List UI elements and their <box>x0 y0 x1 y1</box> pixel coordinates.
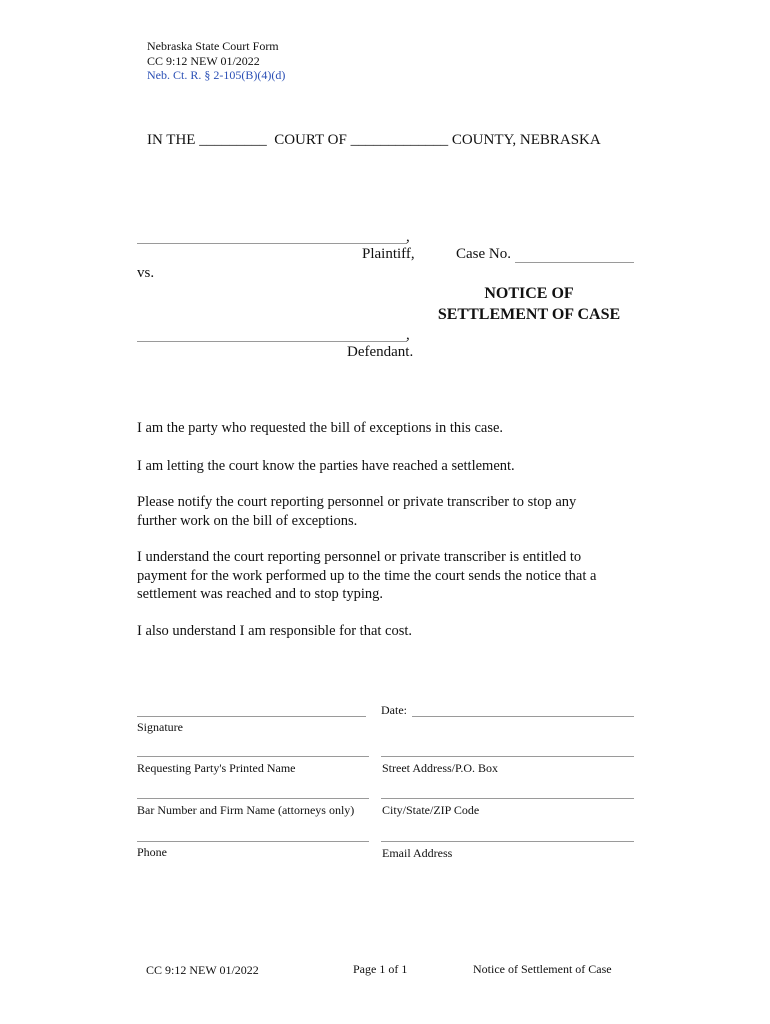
form-header <box>147 39 285 83</box>
date-label: Date: <box>381 703 407 717</box>
city-line[interactable] <box>381 798 634 799</box>
form-code: CC 9:12 NEW 01/2022 <box>147 53 260 68</box>
signature-line[interactable] <box>137 716 366 717</box>
signature-label: Signature <box>137 720 183 734</box>
title-line-1: NOTICE OF <box>484 285 574 302</box>
footer-page-number: Page 1 of 1 <box>353 962 408 976</box>
footer-form-code: CC 9:12 NEW 01/2022 <box>146 963 259 977</box>
printed-name-line[interactable] <box>137 756 369 757</box>
court-type-blank[interactable]: _________ <box>199 132 267 148</box>
bar-firm-line[interactable] <box>137 798 369 799</box>
paragraph-2: I am letting the court know the parties have reached a settlement. <box>137 458 515 474</box>
form-name: Nebraska State Court Form <box>147 39 279 53</box>
defendant-label: Defendant. <box>347 344 414 360</box>
plaintiff-comma: , <box>406 229 410 245</box>
plaintiff-name-line[interactable] <box>137 243 407 244</box>
street-line[interactable] <box>381 756 634 757</box>
email-line[interactable] <box>381 841 634 842</box>
case-no-label: Case No. <box>456 246 511 262</box>
court-of-text: COURT OF <box>274 132 347 148</box>
title-line-2: SETTLEMENT OF CASE <box>437 306 621 323</box>
court-line <box>147 132 601 149</box>
paragraph-3: Please notify the court reporting personnel or private transcriber to stop any further work on the bill of exceptions. <box>137 494 577 529</box>
plaintiff-label: Plaintiff, <box>362 246 415 262</box>
rule-reference: Neb. Ct. R. § 2-105(B)(4)(d) <box>147 68 286 82</box>
case-no-line[interactable] <box>515 262 634 263</box>
document-title <box>414 283 644 325</box>
county-nebraska-text: COUNTY, NEBRASKA <box>451 132 601 148</box>
email-label: Email Address <box>382 846 453 860</box>
vs-label: vs. <box>137 265 155 281</box>
paragraph-1: I am the party who requested the bill of exceptions in this case. <box>137 420 504 436</box>
street-label: Street Address/P.O. Box <box>382 761 499 775</box>
bar-firm-label: Bar Number and Firm Name (attorneys only) <box>137 803 355 817</box>
phone-label: Phone <box>137 845 167 859</box>
date-line[interactable] <box>412 716 634 717</box>
county-blank[interactable]: _____________ <box>350 132 449 148</box>
defendant-comma: , <box>406 327 410 343</box>
footer-form-title: Notice of Settlement of Case <box>473 962 612 976</box>
defendant-name-line[interactable] <box>137 341 407 342</box>
paragraph-4: I understand the court reporting personnel or private transcriber is entitled to payment for the work performed up to the time the court sends the notice that a settlement was reached and to stop typing. <box>137 549 597 602</box>
phone-line[interactable] <box>137 841 369 842</box>
in-the-text: IN THE <box>147 132 196 148</box>
printed-name-label: Requesting Party's Printed Name <box>137 761 296 775</box>
city-label: City/State/ZIP Code <box>382 803 480 817</box>
paragraph-5: I also understand I am responsible for that cost. <box>137 623 413 639</box>
